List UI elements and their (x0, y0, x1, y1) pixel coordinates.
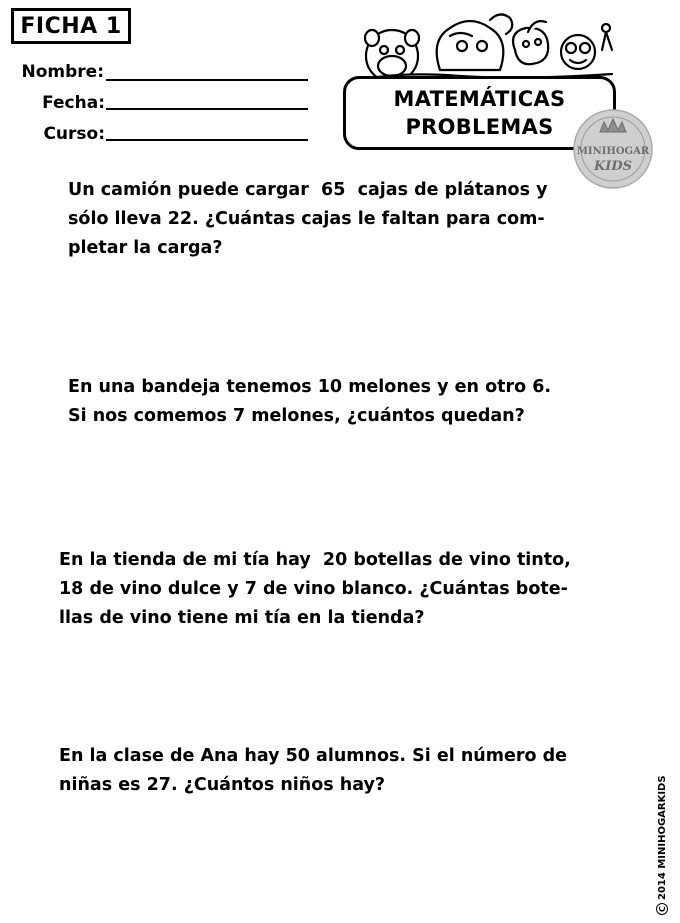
copyright-text: 2014 MINIHOGARKIDS (656, 775, 668, 900)
copyright-notice (652, 755, 672, 915)
name-field (0, 62, 104, 82)
problem-2 (68, 373, 551, 431)
section-title: PROBLEMAS (405, 115, 554, 139)
date-field (0, 93, 105, 113)
course-label: Curso: (43, 124, 105, 144)
subject-title: MATEMÁTICAS (393, 87, 566, 111)
seal-line1: MINIHOGAR (576, 146, 650, 157)
problem-4 (59, 742, 567, 800)
cartoon-animals-illustration (350, 10, 620, 82)
problem-1-line-1: Un camión puede cargar 65 cajas de plátanos y (68, 180, 548, 200)
problem-2-line-1: En una bandeja tenemos 10 melones y en otro 6. (68, 377, 552, 397)
problem-1-line-2: sólo lleva 22. ¿Cuántas cajas le faltan para com- (68, 209, 545, 229)
copyright-icon: C (656, 903, 668, 915)
problem-1 (68, 176, 548, 263)
name-line[interactable] (106, 79, 308, 81)
problem-4-line-2: niñas es 27. ¿Cuántos niños hay? (59, 775, 386, 795)
problem-3-line-1: En la tienda de mi tía hay 20 botellas de vino tinto, (59, 550, 571, 570)
course-field (0, 124, 105, 144)
sheet-title: FICHA 1 (20, 13, 122, 39)
problem-3-line-3: llas de vino tiene mi tía en la tienda? (59, 608, 425, 628)
problem-4-line-1: En la clase de Ana hay 50 alumnos. Si el número de (59, 746, 567, 766)
problem-3-line-2: 18 de vino dulce y 7 de vino blanco. ¿Cuántas bote- (59, 579, 568, 599)
problem-3 (59, 546, 571, 633)
problem-1-line-3: pletar la carga? (68, 238, 223, 258)
problem-2-line-2: Si nos comemos 7 melones, ¿cuántos quedan? (68, 406, 525, 426)
date-label: Fecha: (42, 93, 105, 113)
sheet-title-box (11, 8, 131, 44)
name-label: Nombre: (21, 62, 104, 82)
minihogar-kids-seal-logo (572, 108, 654, 190)
course-line[interactable] (106, 139, 308, 141)
date-line[interactable] (106, 108, 308, 110)
seal-line2: KIDS (593, 159, 633, 174)
